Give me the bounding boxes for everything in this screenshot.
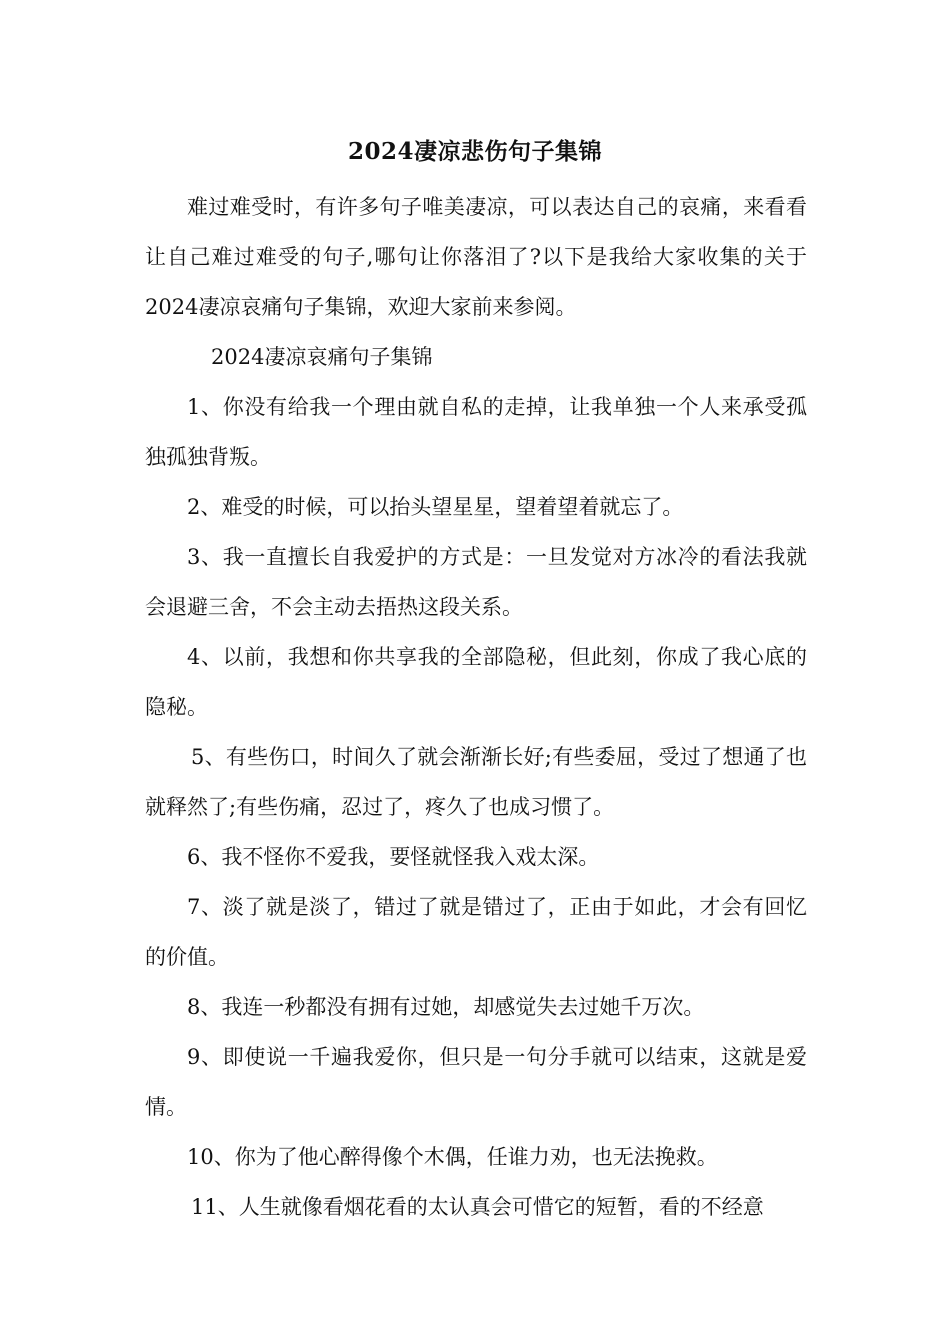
- list-item: 8、我连一秒都没有拥有过她，却感觉失去过她千万次。: [187, 995, 705, 1019]
- section-subheading: 2024凄凉哀痛句子集锦: [211, 345, 433, 369]
- list-item: 2、难受的时候，可以抬头望星星，望着望着就忘了。: [187, 495, 684, 519]
- list-item: 5、有些伤口，时间久了就会渐渐长好;有些委屈，受过了想通了也就释然了;有些伤痛，忍过了，疼久了也成习惯了。: [145, 745, 807, 819]
- list-item: 1、你没有给我一个理由就自私的走掉，让我单独一个人来承受孤独孤独背叛。: [145, 395, 807, 469]
- list-item: 3、我一直擅长自我爱护的方式是：一旦发觉对方冰冷的看法我就会退避三舍，不会主动去捂热这段关系。: [145, 545, 807, 619]
- list-item: 9、即使说一千遍我爱你，但只是一句分手就可以结束，这就是爱情。: [145, 1045, 807, 1119]
- list-item: 7、淡了就是淡了，错过了就是错过了，正由于如此，才会有回忆的价值。: [145, 895, 807, 969]
- intro-paragraph: 难过难受时，有许多句子唯美凄凉，可以表达自己的哀痛，来看看让自己难过难受的句子,哪句让你落泪了?以下是我给大家收集的关于2024凄凉哀痛句子集锦，欢迎大家前来参阅。: [145, 195, 807, 319]
- list-item: 4、以前，我想和你共享我的全部隐秘，但此刻，你成了我心底的隐秘。: [145, 645, 807, 719]
- list-item: 10、你为了他心醉得像个木偶，任谁力劝，也无法挽救。: [187, 1145, 718, 1169]
- document-title: 2024凄凉悲伤句子集锦: [347, 138, 602, 165]
- document-body: [145, 182, 807, 1232]
- list-item: 11、人生就像看烟花看的太认真会可惜它的短暂，看的不经意: [191, 1195, 764, 1219]
- list-item: 6、我不怪你不爱我，要怪就怪我入戏太深。: [187, 845, 600, 869]
